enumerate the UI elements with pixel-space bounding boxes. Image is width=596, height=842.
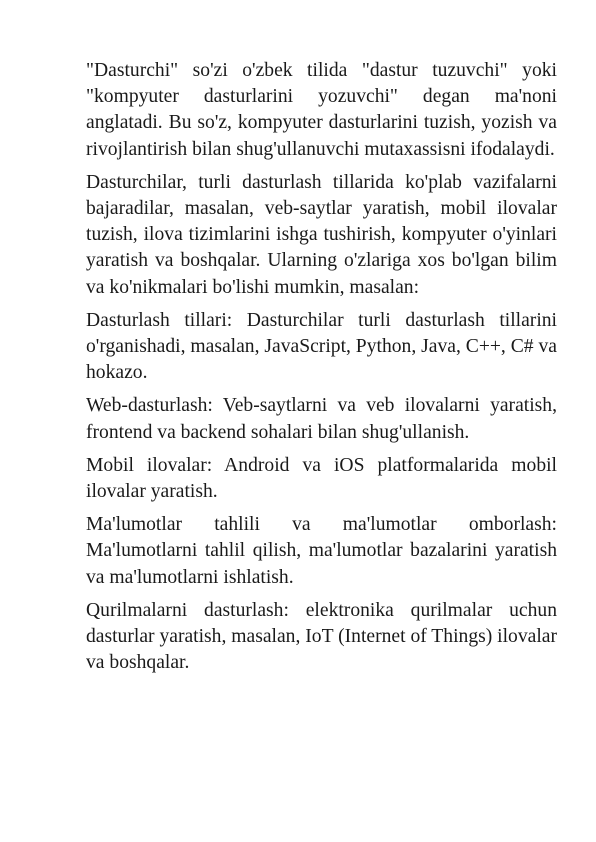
paragraph-data-analysis: Ma'lumotlar tahlili va ma'lumotlar omborlash: Ma'lumotlarni tahlil qilish, ma'lumotlar bazalarini yaratish va ma'lumotlarni ishlatish. [86, 514, 557, 588]
paragraph-definition: "Dasturchi" so'zi o'zbek tilida "dastur tuzuvchi" yoki "kompyuter dasturlarini yozuvchi" degan ma'noni anglatadi. Bu so'z, kompyuter dasturlarini tuzish, yozish va rivojlantirish bilan shug'ullanuvchi mutaxassisni ifodalaydi. [86, 60, 557, 160]
paragraph-programming-languages: Dasturlash tillari: Dasturchilar turli dasturlash tillarini o'rganishadi, masalan, JavaScript, Python, Java, C++, C# va hokazo. [86, 309, 557, 384]
document-page [86, 58, 557, 683]
paragraph-web-development: Web-dasturlash: Veb-saytlarni va veb ilovalarni yaratish, frontend va backend sohalari bilan shug'ullanish. [86, 395, 557, 443]
paragraph-device-programming: Qurilmalarni dasturlash: elektronika qurilmalar uchun dasturlar yaratish, masalan, IoT (Internet of Things) ilovalar va boshqalar. [86, 599, 558, 674]
paragraph-mobile-apps: Mobil ilovalar: Android va iOS platformalarida mobil ilovalar yaratish. [86, 454, 557, 503]
paragraph-tasks: Dasturchilar, turli dasturlash tillarida ko'plab vazifalarni bajaradilar, masalan, veb-saytlar yaratish, mobil ilovalar tuzish, ilova tizimlarini ishga tushirish, kompyuter o'yinlari yaratish va boshqalar. Ularning o'zlariga xos bo'lgan bilim va ko'nikmalari bo'lishi mumkin, masalan: [86, 171, 557, 298]
